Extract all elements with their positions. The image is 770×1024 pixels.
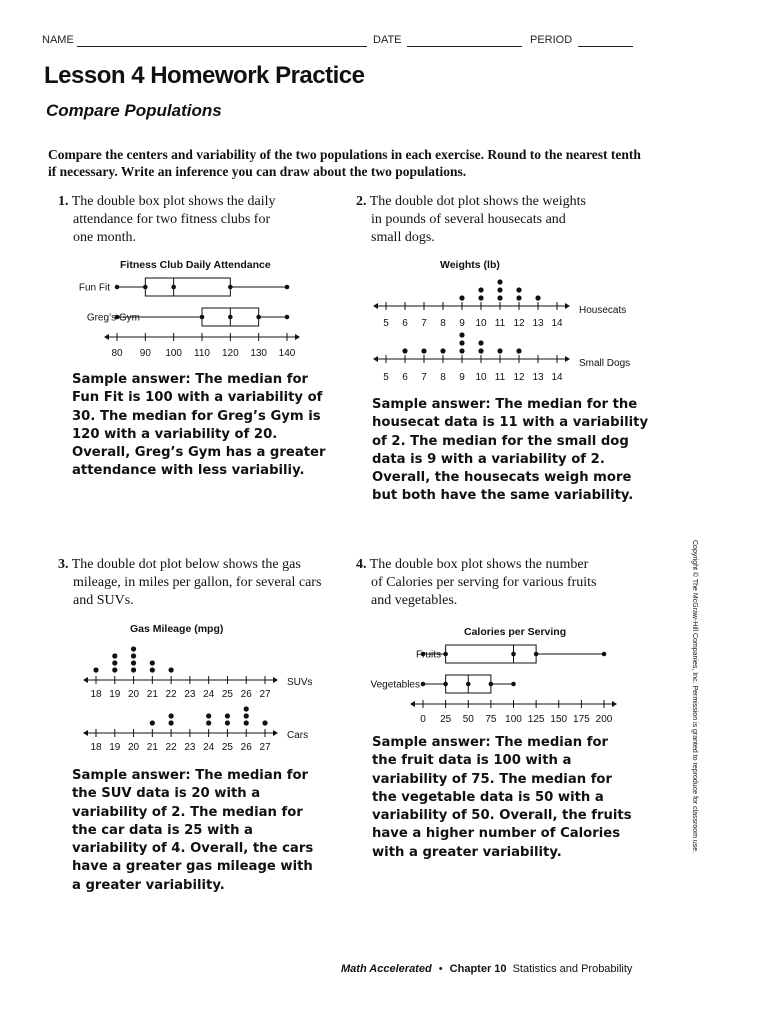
axis-arrow-left <box>373 356 378 362</box>
tick-label: 14 <box>551 318 563 329</box>
axis-arrow-left <box>83 677 88 683</box>
answer-line: the car data is 25 with a <box>72 822 253 838</box>
data-dot <box>497 348 502 353</box>
tick-label: 25 <box>440 714 452 725</box>
five-number-point <box>200 315 205 320</box>
data-dot <box>478 340 483 345</box>
series-label: Fun Fit <box>78 282 110 294</box>
period-label: PERIOD <box>530 34 573 46</box>
answer-line: the vegetable data is 50 with a <box>372 789 604 805</box>
data-dot <box>497 279 502 284</box>
tick-label: 18 <box>90 742 102 753</box>
tick-label: 23 <box>184 689 196 700</box>
five-number-point <box>228 285 233 290</box>
tick-label: 0 <box>420 714 426 725</box>
problem-line: The double box plot shows the daily <box>71 194 276 209</box>
footer-topic: Statistics and Probability <box>512 963 633 975</box>
problem-2-answer <box>372 396 648 506</box>
axis-arrow-left <box>104 334 109 340</box>
tick-label: 25 <box>221 742 234 753</box>
axis-arrow-right <box>295 334 300 340</box>
tick-label: 75 <box>485 714 497 725</box>
problem-line: and SUVs. <box>73 593 134 608</box>
tick-label: 11 <box>494 318 506 329</box>
tick-label: 27 <box>259 689 271 700</box>
answer-line: variability of 50. Overall, the fruits <box>372 808 632 824</box>
data-dot <box>440 348 445 353</box>
problem-number: 3. <box>58 557 69 572</box>
tick-label: 9 <box>459 318 465 329</box>
chart-title: Calories per Serving <box>464 626 567 638</box>
axis-arrow-left <box>83 730 88 736</box>
calories-boxplot <box>368 640 638 728</box>
five-number-point <box>511 652 516 657</box>
data-dot <box>131 660 136 665</box>
tick-label: 26 <box>240 689 252 700</box>
data-dot <box>131 646 136 651</box>
problem-line: The double box plot shows the number <box>369 557 589 572</box>
tick-label: 8 <box>440 318 446 329</box>
answer-line: 120 with a variability of 20. <box>72 426 278 442</box>
data-dot <box>150 660 155 665</box>
five-number-point <box>285 315 290 320</box>
data-dot <box>206 713 211 718</box>
problem-line: attendance for two fitness clubs for <box>73 212 271 227</box>
tick-label: 7 <box>421 372 427 383</box>
data-dot <box>535 295 540 300</box>
tick-label: 120 <box>221 348 239 359</box>
data-dot <box>169 720 174 725</box>
answer-line: Sample answer: The median for <box>72 768 309 783</box>
answer-line: variability of 4. Overall, the cars <box>72 841 314 857</box>
box-iqr <box>446 645 537 663</box>
tick-label: 7 <box>421 318 427 329</box>
problem-line: of Calories per serving for various fruits <box>371 575 597 590</box>
tick-label: 19 <box>109 689 121 700</box>
answer-line: variability of 2. The median for <box>72 804 303 820</box>
answer-line: the SUV data is 20 with a <box>72 786 261 802</box>
tick-label: 140 <box>278 348 296 359</box>
box-iqr <box>145 278 230 296</box>
tick-label: 175 <box>573 714 590 725</box>
problem-line: and vegetables. <box>371 593 458 608</box>
tick-label: 80 <box>111 348 123 359</box>
five-number-point <box>443 682 448 687</box>
data-dot <box>516 348 521 353</box>
date-label: DATE <box>373 34 402 46</box>
tick-label: 125 <box>527 714 545 725</box>
tick-label: 90 <box>139 348 151 359</box>
tick-label: 100 <box>505 714 522 725</box>
tick-label: 22 <box>165 689 177 700</box>
five-number-point <box>443 652 448 657</box>
data-dot <box>112 660 117 665</box>
answer-line: with a greater variability. <box>372 844 562 860</box>
problem-number: 4. <box>356 557 367 572</box>
data-dot <box>225 713 230 718</box>
five-number-point <box>602 652 607 657</box>
answer-line: data is 9 with a variability of 2. <box>372 451 605 467</box>
name-label: NAME <box>42 34 74 46</box>
five-number-point <box>489 682 494 687</box>
five-number-point <box>171 285 176 290</box>
tick-label: 12 <box>513 372 525 383</box>
tick-label: 18 <box>90 689 102 700</box>
data-dot <box>421 348 426 353</box>
data-dot <box>225 720 230 725</box>
footer-chapter: Chapter 10 <box>449 963 507 975</box>
problem-line: The double dot plot shows the weights <box>369 194 586 209</box>
problem-line: in pounds of several housecats and <box>371 212 566 227</box>
series-label: Vegetables <box>370 679 420 691</box>
tick-label: 11 <box>494 372 506 383</box>
weights-dotplot <box>365 272 640 387</box>
answer-line: the fruit data is 100 with a <box>372 753 572 769</box>
axis-arrow-left <box>410 701 415 707</box>
tick-label: 5 <box>383 318 389 329</box>
problem-2-text <box>356 193 621 247</box>
tick-label: 20 <box>127 689 140 700</box>
tick-label: 22 <box>165 742 177 753</box>
tick-label: 21 <box>146 742 158 753</box>
problem-line: mileage, in miles per gallon, for several cars <box>73 575 322 590</box>
problem-number: 1. <box>58 194 69 209</box>
answer-line: housecat data is 11 with a variability <box>372 415 649 431</box>
five-number-point <box>421 682 426 687</box>
problem-1-answer <box>72 371 325 481</box>
five-number-point <box>285 285 290 290</box>
data-dot <box>112 667 117 672</box>
series-label: Cars <box>287 730 309 741</box>
gas-mileage-dotplot <box>75 638 340 758</box>
tick-label: 200 <box>595 714 613 725</box>
tick-label: 5 <box>383 372 389 383</box>
tick-label: 110 <box>194 348 210 359</box>
series-label: SUVs <box>287 677 313 688</box>
problem-4-text <box>356 556 626 610</box>
series-label: Greg’s Gym <box>86 312 140 324</box>
problem-number: 2. <box>356 194 367 209</box>
data-dot <box>244 706 249 711</box>
footer-bullet: • <box>438 963 443 975</box>
tick-label: 50 <box>462 714 474 725</box>
tick-label: 25 <box>221 689 234 700</box>
footer-book: Math Accelerated <box>341 963 432 975</box>
data-dot <box>150 720 155 725</box>
data-dot <box>478 287 483 292</box>
page-subtitle: Compare Populations <box>46 101 222 120</box>
tick-label: 8 <box>440 372 446 383</box>
five-number-point <box>115 285 120 290</box>
axis-arrow-right <box>565 356 570 362</box>
axis-arrow-right <box>565 303 570 309</box>
tick-label: 14 <box>551 372 563 383</box>
tick-label: 130 <box>250 348 268 359</box>
tick-label: 100 <box>165 348 183 359</box>
instructions: Compare the centers and variability of the two populations in each exercise. Round to the nearest tenth if necessary. Write an inference you can draw about the two populations. <box>48 147 641 179</box>
data-dot <box>244 720 249 725</box>
five-number-point <box>511 682 516 687</box>
tick-label: 21 <box>146 689 158 700</box>
page-title: Lesson 4 Homework Practice <box>44 62 365 89</box>
problem-3-answer <box>72 767 313 895</box>
axis-arrow-right <box>612 701 617 707</box>
data-dot <box>459 340 464 345</box>
answer-line: have a higher number of Calories <box>372 826 621 842</box>
data-dot <box>244 713 249 718</box>
series-label: Housecats <box>579 305 627 316</box>
answer-line: a greater variability. <box>72 877 225 893</box>
answer-line: attendance with less variabiliy. <box>72 463 305 479</box>
tick-label: 10 <box>475 318 487 329</box>
tick-label: 6 <box>402 372 408 383</box>
five-number-point <box>228 315 233 320</box>
problem-4-answer <box>372 734 632 862</box>
data-dot <box>459 295 464 300</box>
data-dot <box>169 713 174 718</box>
chart-title: Gas Mileage (mpg) <box>130 623 224 635</box>
data-dot <box>262 720 267 725</box>
answer-line: Fun Fit is 100 with a variability of <box>72 390 323 406</box>
problem-line: small dogs. <box>371 230 435 245</box>
answer-line: of 2. The median for the small dog <box>372 433 629 449</box>
data-dot <box>206 720 211 725</box>
answer-line: 30. The median for Greg’s Gym is <box>72 408 321 424</box>
data-dot <box>497 287 502 292</box>
problem-line: The double dot plot below shows the gas <box>71 557 301 572</box>
tick-label: 6 <box>402 318 408 329</box>
data-dot <box>478 295 483 300</box>
tick-label: 24 <box>203 689 215 700</box>
problem-1-text <box>58 193 303 247</box>
tick-label: 27 <box>259 742 271 753</box>
five-number-point <box>466 682 471 687</box>
tick-label: 10 <box>475 372 487 383</box>
data-dot <box>459 348 464 353</box>
tick-label: 24 <box>203 742 215 753</box>
axis-arrow-left <box>373 303 378 309</box>
data-dot <box>131 653 136 658</box>
page-footer <box>341 963 632 975</box>
axis-arrow-right <box>273 677 278 683</box>
fitness-boxplot <box>60 272 315 367</box>
answer-line: Sample answer: The median for the <box>372 397 638 412</box>
name-blank[interactable] <box>77 46 367 47</box>
tick-label: 9 <box>459 372 465 383</box>
tick-label: 20 <box>127 742 140 753</box>
series-label: Fruits <box>416 649 441 661</box>
date-blank[interactable] <box>407 46 522 47</box>
tick-label: 13 <box>532 318 544 329</box>
problem-3-text <box>58 556 343 610</box>
answer-line: Overall, the housecats weigh more <box>372 470 632 486</box>
five-number-point <box>534 652 539 657</box>
series-label: Small Dogs <box>579 358 631 369</box>
tick-label: 150 <box>550 714 568 725</box>
axis-arrow-right <box>273 730 278 736</box>
period-blank[interactable] <box>578 46 633 47</box>
five-number-point <box>256 315 261 320</box>
data-dot <box>131 667 136 672</box>
data-dot <box>169 667 174 672</box>
data-dot <box>150 667 155 672</box>
answer-line: Sample answer: The median for <box>372 735 609 750</box>
tick-label: 12 <box>513 318 525 329</box>
tick-label: 26 <box>240 742 252 753</box>
data-dot <box>93 667 98 672</box>
five-number-point <box>143 285 148 290</box>
tick-label: 13 <box>532 372 544 383</box>
data-dot <box>497 295 502 300</box>
tick-label: 23 <box>184 742 196 753</box>
problem-line: one month. <box>73 230 136 245</box>
answer-line: variability of 75. The median for <box>372 771 612 787</box>
answer-line: Overall, Greg’s Gym has a greater <box>72 445 326 461</box>
chart-title: Weights (lb) <box>440 259 500 271</box>
tick-label: 19 <box>109 742 121 753</box>
data-dot <box>402 348 407 353</box>
data-dot <box>478 348 483 353</box>
data-dot <box>459 332 464 337</box>
data-dot <box>112 653 117 658</box>
answer-line: have a greater gas mileage with <box>72 859 313 875</box>
copyright-notice: Copyright © The McGraw-Hill Companies, Inc. Permission is granted to reproduce for classroom use. <box>691 540 698 854</box>
answer-line: Sample answer: The median for <box>72 372 309 387</box>
data-dot <box>516 295 521 300</box>
data-dot <box>516 287 521 292</box>
chart-title: Fitness Club Daily Attendance <box>120 259 271 271</box>
answer-line: but both have the same variability. <box>372 488 634 504</box>
